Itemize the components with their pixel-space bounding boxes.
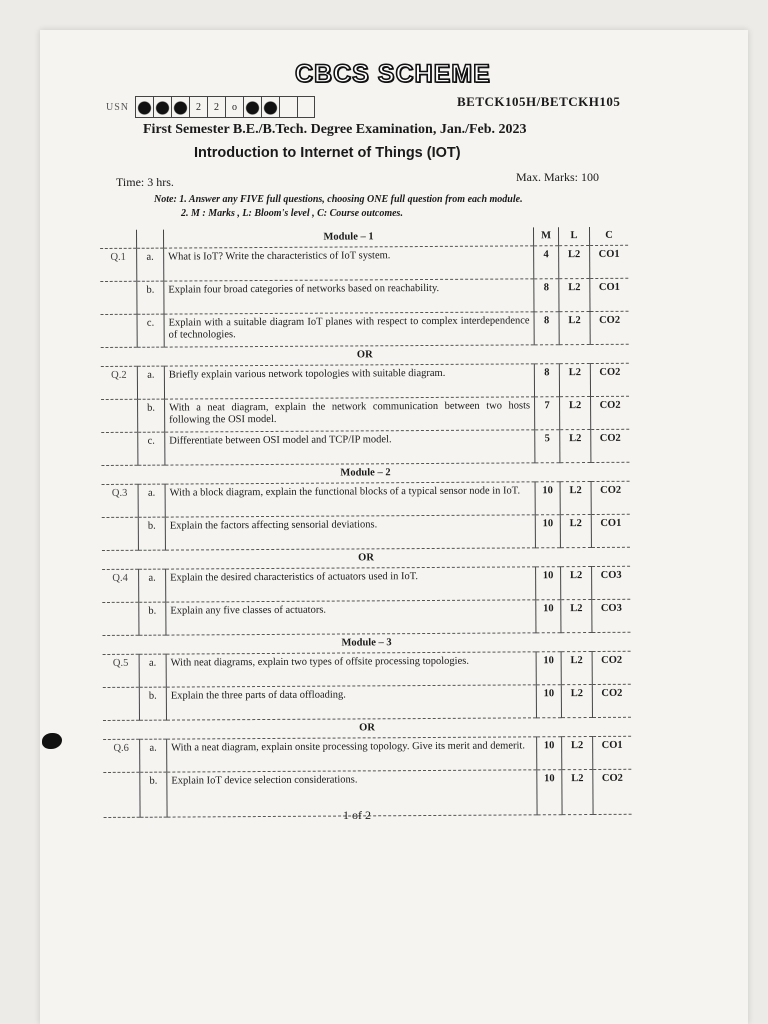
usn-row: [106, 96, 315, 118]
question-number: Q.2: [101, 366, 138, 399]
question-number: [102, 517, 139, 550]
sub-label: b.: [137, 281, 164, 314]
outcome-cell: CO2: [593, 769, 632, 814]
question-number: Q.4: [102, 569, 139, 602]
level-cell: L2: [561, 600, 592, 633]
scheme-stamp: CBCS SCHEME: [295, 60, 491, 88]
level-cell: L2: [560, 430, 591, 463]
question-text: Explain the desired characteristics of actuators used in IoT.: [166, 567, 536, 602]
outcome-cell: CO2: [591, 396, 630, 429]
question-number: [103, 772, 140, 817]
table-row: [103, 684, 631, 720]
sub-label: a.: [137, 366, 164, 399]
usn-box: 2: [207, 96, 225, 118]
sub-label: b.: [138, 399, 165, 432]
or-label: OR: [102, 547, 630, 569]
sub-label: a.: [138, 484, 165, 517]
question-table: [100, 227, 632, 818]
usn-box: [171, 96, 189, 118]
sub-label: c.: [138, 432, 165, 465]
col-header-marks: M: [533, 227, 558, 246]
sub-label: b.: [139, 602, 166, 635]
outcome-cell: CO2: [591, 429, 630, 462]
marks-cell: 8: [534, 364, 559, 397]
module-3-label: Module – 3: [102, 632, 630, 654]
outcome-cell: CO2: [590, 311, 629, 344]
question-text: With a neat diagram, explain onsite processing topology. Give its merit and demerit.: [167, 737, 537, 772]
level-cell: L2: [559, 364, 590, 397]
question-text: Differentiate between OSI model and TCP/IP model.: [165, 430, 535, 465]
level-cell: L2: [559, 246, 590, 279]
level-cell: L2: [560, 397, 591, 430]
sub-label: a.: [139, 569, 166, 602]
table-row: [100, 245, 628, 281]
outcome-cell: CO1: [590, 245, 629, 278]
marks-cell: 10: [535, 482, 560, 515]
level-cell: L2: [559, 312, 590, 345]
question-text: With a neat diagram, explain the network communication between two hosts following the OSI model.: [165, 397, 535, 432]
level-cell: L2: [559, 279, 590, 312]
subject-title: Introduction to Internet of Things (IOT): [194, 145, 461, 161]
marks-cell: 10: [535, 515, 560, 548]
usn-box: [243, 96, 261, 118]
outcome-cell: CO1: [590, 278, 629, 311]
question-text: With neat diagrams, explain two types of offsite processing topologies.: [166, 652, 536, 687]
marks-cell: 10: [537, 737, 562, 770]
outcome-cell: CO2: [591, 481, 630, 514]
level-cell: L2: [561, 652, 592, 685]
marks-cell: 10: [536, 652, 561, 685]
usn-box: [297, 96, 315, 118]
sub-label: a.: [137, 248, 164, 281]
or-label: OR: [101, 344, 629, 366]
sub-label: a.: [139, 654, 166, 687]
marks-cell: 10: [536, 685, 561, 718]
sub-label: b.: [138, 517, 165, 550]
table-row: [103, 651, 631, 687]
table-row: [102, 514, 630, 550]
page-number: 1 of 2: [343, 808, 371, 822]
sub-label: a.: [140, 739, 167, 772]
module-2-label: Module – 2: [101, 462, 629, 484]
question-number: [100, 281, 137, 314]
table-row: [101, 311, 629, 347]
usn-box: [135, 96, 153, 118]
question-number: [103, 687, 140, 720]
outcome-cell: CO2: [592, 684, 631, 717]
question-number: Q.3: [102, 484, 139, 517]
question-text: Explain with a suitable diagram IoT planes with respect to complex interdependence of technologies.: [164, 312, 534, 347]
question-text: Explain four broad categories of networks based on reachability.: [164, 279, 534, 314]
question-text: Explain IoT device selection considerations.: [167, 770, 537, 817]
col-header-outcome: C: [589, 227, 628, 246]
marks-cell: 4: [534, 246, 559, 279]
instructions-note: [154, 193, 523, 221]
marks-cell: 10: [536, 567, 561, 600]
question-number: Q.6: [103, 739, 140, 772]
level-cell: L2: [562, 737, 593, 770]
table-row: [101, 396, 629, 432]
table-row: [102, 481, 630, 517]
question-text: What is IoT? Write the characteristics of IoT system.: [164, 246, 534, 281]
outcome-cell: CO2: [590, 363, 629, 396]
question-number: Q.5: [103, 654, 140, 687]
module-1-label: Module – 1: [163, 227, 533, 248]
exam-title: First Semester B.E./B.Tech. Degree Examination, Jan./Feb. 2023: [143, 122, 527, 137]
outcome-cell: CO3: [592, 599, 631, 632]
question-text: Explain any five classes of actuators.: [166, 600, 536, 635]
marks-cell: 8: [534, 312, 559, 345]
table-row: [102, 566, 630, 602]
col-header-level: L: [558, 227, 589, 246]
usn-boxes: [135, 96, 315, 118]
course-code: BETCK105H/BETCKH105: [457, 94, 621, 109]
table-row: [103, 736, 631, 772]
table-row: [101, 429, 629, 465]
question-number: [101, 432, 138, 465]
outcome-cell: CO2: [592, 651, 631, 684]
note-line-2: 2. M : Marks , L: Bloom's level , C: Course outcomes.: [181, 208, 403, 219]
question-number: [102, 602, 139, 635]
question-number: [101, 314, 138, 347]
usn-box: o: [225, 96, 243, 118]
marks-cell: 10: [537, 770, 562, 815]
or-label: OR: [103, 717, 631, 739]
question-text: With a block diagram, explain the functional blocks of a typical sensor node in IoT.: [165, 482, 535, 517]
marks-cell: 10: [536, 600, 561, 633]
outcome-cell: CO1: [591, 514, 630, 547]
level-cell: L2: [562, 769, 593, 814]
usn-box: [261, 96, 279, 118]
level-cell: L2: [560, 482, 591, 515]
marks-cell: 5: [535, 430, 560, 463]
sub-label: c.: [137, 314, 164, 347]
note-line-1: Note: 1. Answer any FIVE full questions, choosing ONE full question from each module.: [154, 194, 523, 205]
question-number: [101, 399, 138, 432]
question-text: Explain the three parts of data offloading.: [166, 685, 536, 720]
table-row: [100, 278, 628, 314]
marks-cell: 8: [534, 279, 559, 312]
usn-box: [279, 96, 297, 118]
sub-label: b.: [139, 687, 166, 720]
level-cell: L2: [561, 567, 592, 600]
question-text: Explain the factors affecting sensorial deviations.: [165, 515, 535, 550]
time-duration: Time: 3 hrs.: [116, 175, 174, 189]
marks-cell: 7: [535, 397, 560, 430]
question-number: Q.1: [100, 248, 137, 281]
table-row: [101, 363, 629, 399]
level-cell: L2: [561, 685, 592, 718]
question-text: Briefly explain various network topologies with suitable diagram.: [164, 364, 534, 399]
usn-box: 2: [189, 96, 207, 118]
max-marks: Max. Marks: 100: [516, 170, 599, 184]
outcome-cell: CO1: [593, 736, 632, 769]
level-cell: L2: [560, 515, 591, 548]
outcome-cell: CO3: [592, 566, 631, 599]
usn-label: USN: [106, 101, 130, 113]
usn-box: [153, 96, 171, 118]
table-row: [102, 599, 630, 635]
sub-label: b.: [140, 772, 167, 817]
